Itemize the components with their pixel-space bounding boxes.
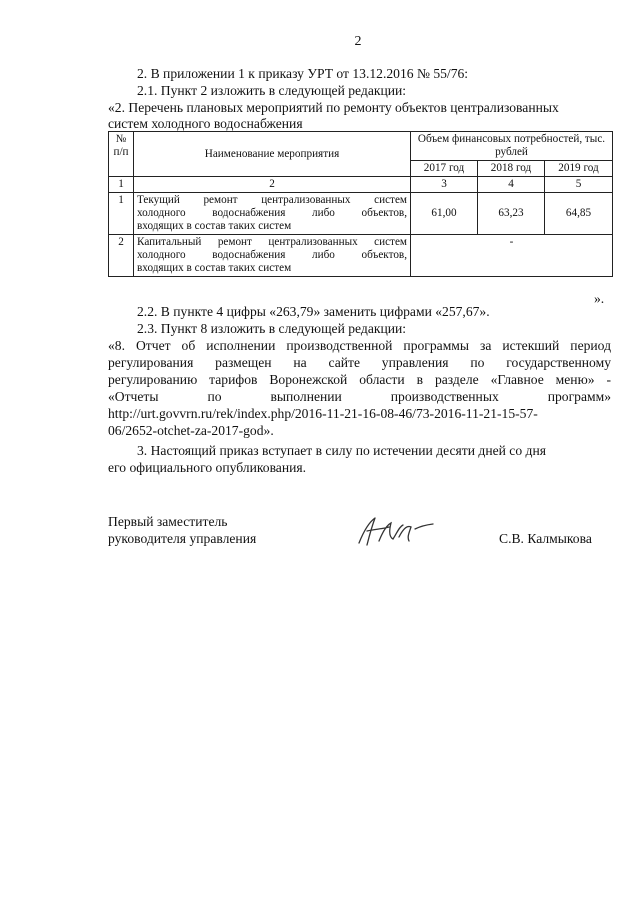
row-name — [134, 193, 411, 235]
row-value-2018: 63,23 — [478, 193, 545, 235]
works-table — [108, 131, 613, 277]
paragraph-8-line: «Отчеты по выполнении производственных программ» — [108, 389, 611, 404]
paragraph-2-2: 2.2. В пункте 4 цифры «263,79» заменить цифрами «257,67». — [137, 304, 490, 319]
column-number: 2 — [134, 177, 411, 193]
table-row — [109, 235, 613, 277]
list-title-line-1: «2. Перечень плановых мероприятий по ремонту объектов централизованных — [108, 100, 559, 115]
paragraph-8-url: http://urt.govvrn.ru/rek/index.php/2016-11-21-16-08-46/73-2016-11-21-15-57- — [108, 406, 538, 421]
table-row — [109, 193, 613, 235]
signer-name: С.В. Калмыкова — [499, 531, 592, 546]
handwritten-signature — [353, 515, 439, 549]
column-number: 5 — [545, 177, 613, 193]
row-name — [134, 235, 411, 277]
paragraph-8-line: регулирования размещен на сайте управления по государственному — [108, 355, 611, 370]
row-name-line: Капитальный ремонт централизованных систем — [137, 236, 407, 248]
header-financing: Объем финансовых потребностей, тыс. рублей — [411, 132, 613, 161]
row-name-line: Текущий ремонт централизованных систем — [137, 194, 407, 206]
row-number: 1 — [109, 193, 134, 235]
header-number: № п/п — [109, 132, 134, 177]
row-name-line: входящих в состав таких систем — [137, 220, 292, 232]
column-number: 1 — [109, 177, 134, 193]
paragraph-3-line: 3. Настоящий приказ вступает в силу по истечении десяти дней со дня — [137, 443, 546, 458]
row-name-line: холодного водоснабжения либо объектов, — [137, 249, 407, 261]
header-year: 2019 год — [545, 161, 613, 177]
table-column-numbers-row — [109, 177, 613, 193]
page-number: 2 — [354, 34, 362, 49]
table-closing-quote: ». — [594, 291, 605, 306]
row-value-2017: 61,00 — [411, 193, 478, 235]
paragraph-8-url: 06/2652-otchet-za-2017-god». — [108, 423, 274, 438]
row-value-2019: 64,85 — [545, 193, 613, 235]
row-name-line: холодного водоснабжения либо объектов, — [137, 207, 407, 219]
paragraph-2-3: 2.3. Пункт 8 изложить в следующей редакции: — [137, 321, 407, 336]
table-header-row — [109, 132, 613, 161]
list-title-line-2: систем холодного водоснабжения — [108, 116, 303, 131]
row-name-line: входящих в состав таких систем — [137, 262, 292, 274]
signer-title: Первый заместитель — [108, 514, 228, 529]
column-number: 4 — [478, 177, 545, 193]
header-year: 2017 год — [411, 161, 478, 177]
paragraph-3-line: его официального опубликования. — [108, 460, 307, 475]
header-name: Наименование мероприятия — [134, 132, 411, 177]
row-number: 2 — [109, 235, 134, 277]
paragraph-2-1: 2.1. Пункт 2 изложить в следующей редакции: — [137, 83, 407, 98]
paragraph-8-line: регулированию тарифов Воронежской области в разделе «Главное меню» - — [108, 372, 611, 387]
row-value-merged: - — [411, 235, 613, 277]
header-year: 2018 год — [478, 161, 545, 177]
paragraph-8-line: «8. Отчет об исполнении производственной программы за истекший период — [108, 338, 611, 353]
column-number: 3 — [411, 177, 478, 193]
paragraph-2-intro: 2. В приложении 1 к приказу УРТ от 13.12.2016 № 55/76: — [137, 66, 469, 81]
signer-title: руководителя управления — [108, 531, 257, 546]
